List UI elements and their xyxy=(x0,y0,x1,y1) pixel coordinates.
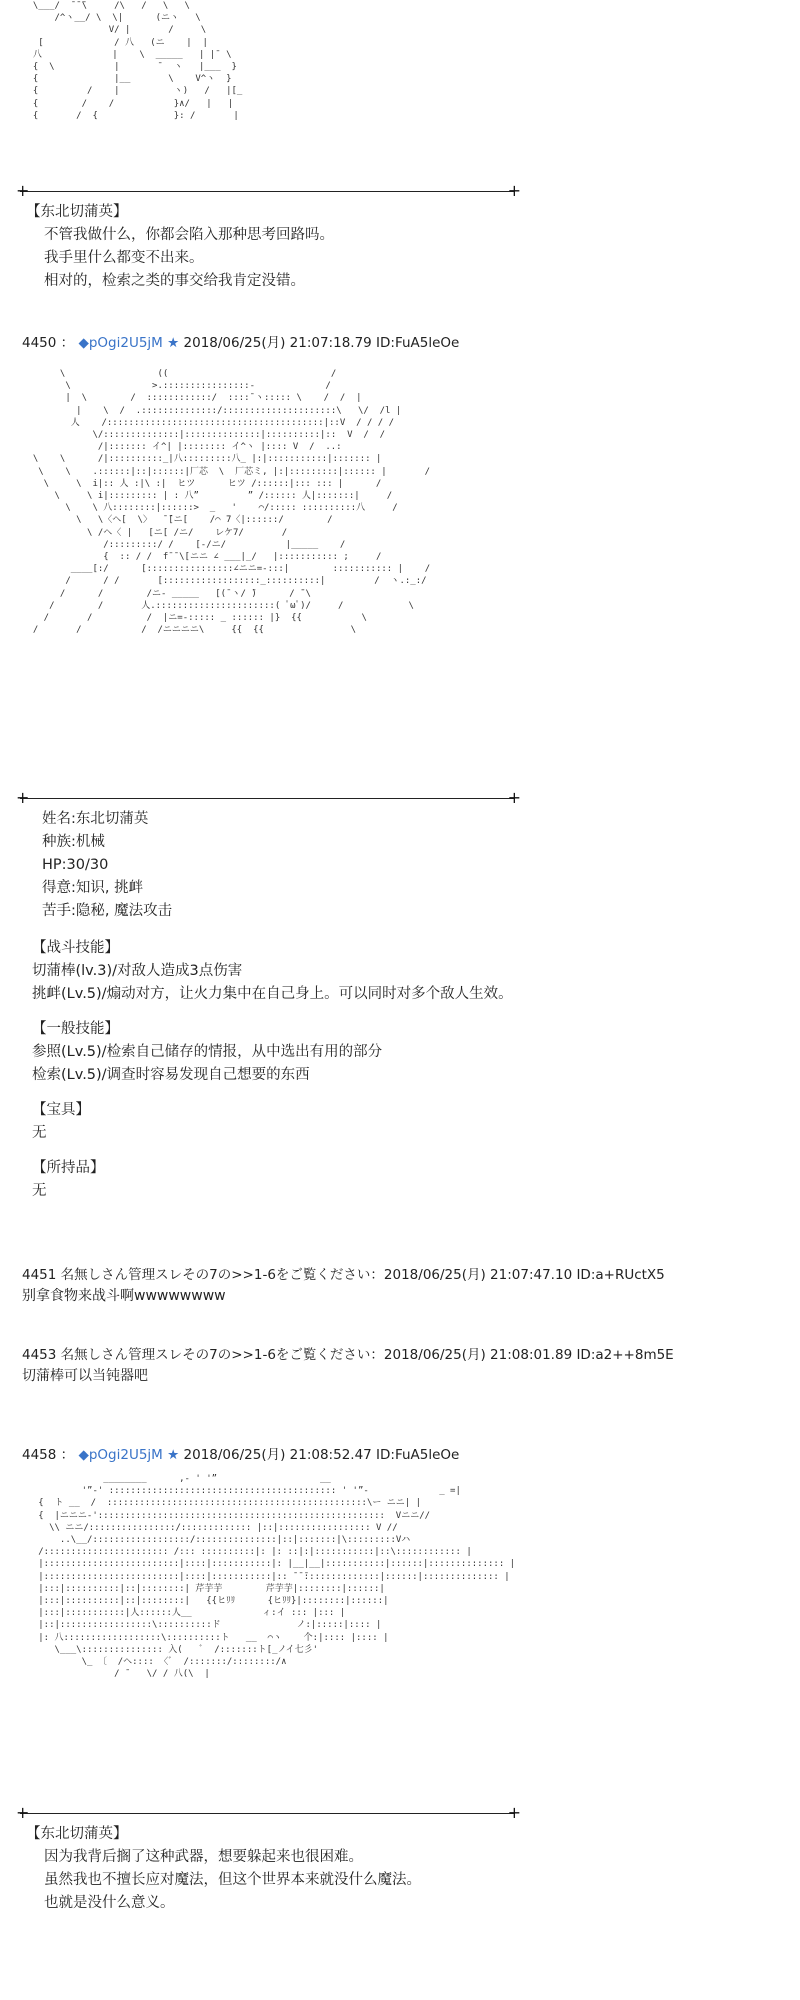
dialogue-block xyxy=(26,1823,421,1915)
divider xyxy=(16,788,521,807)
post-number[interactable]: 4458 xyxy=(22,1447,57,1463)
divider-cross: + xyxy=(507,1803,521,1822)
post-header xyxy=(22,1263,665,1283)
ascii-art-middle: \ (( / \ >.::::::::::::::::- / | \ / ::::::::::::/ ::::¯ヽ::::: \ / / | | \ / .::::::::::::::/:::::::::::::::::::::\ \/ /l | 人 /::::::::::::::::::::::::::::::::::::::::|::V / / / / \/::::::::::::::|::::::::::::::|::::::::::|:: V / / /|::::::: イ^| |:::::::: イ^ヽ |:::: V / ..: \ \ /|::::::::::_|八:::::::::八_ |:|:::::::::::|::::::: | \ \ .::::::|::|::::::|厂芯 \ 厂芯ミ, |:|:::::::::|:::::: | / \ \ i|:: 人 :|\ :| ヒツ ヒツ /::::::|::: ::: | / \ \ i|::::::::: | : 八” ” /:::::: 人|:::::::| / \ \ 八::::::::|::::::> _ ' ⌒/::::: ::::::::::八 / \ \〈ヘ[ \〉 ̄ ̄[ニ[ /⌒ ̄7〈|::::::/ / \ /ヘ〈 | [ニ[ /ニ/ レケ7/ / /:::::::::/ / [-/ニ/ |_____ / { :: / / f¯¯\[ニニ ∠ ___|_/ |::::::::::: ; / ____[:/ [::::::::::::::::∠ニニ=-:::| ::::::::::: | / / / / [::::::::::::::::::_::::::::::| / ヽ.:_:/ / / /ニ- _____ [(¯ヽ/ ̄) / ̄¯\ / / 人.::::::::::::::::::::::( ﾟωﾟ)/ / \ / / / |ニ=-::::: _ :::::: |} {{ \ / / / /ニニニニ\ {{ {{ \ xyxy=(32,369,431,636)
divider-cross: + xyxy=(507,788,521,807)
post-date: 2018/06/25(月) 21:08:52.47 ID:FuA5leOe xyxy=(183,1447,460,1463)
post-separator: ： xyxy=(60,1447,75,1463)
status-name: 姓名:东北切蒲英 xyxy=(42,811,149,827)
divider xyxy=(16,181,521,200)
dialogue-line: 虽然我也不擅长应对魔法，但这个世界本来就没什么魔法。 xyxy=(44,1872,421,1888)
post-header-text: 名無しさん管理スレその7の>>1-6をご覧ください：2018/06/25(月) 21:08:01.89 ID:a2++8m5E xyxy=(60,1347,674,1363)
post-date: 2018/06/25(月) 21:07:18.79 ID:FuA5leOe xyxy=(183,335,460,351)
general-skill: 参照(Lv.5)/检索自己储存的情报，从中选出有用的部分 xyxy=(32,1044,383,1060)
dialogue-block xyxy=(26,201,334,293)
status-race: 种族:机械 xyxy=(42,834,105,850)
status-block xyxy=(42,808,172,923)
post-number[interactable]: 4451 xyxy=(22,1267,57,1283)
dialogue-line: 不管我做什么，你都会陷入那种思考回路吗。 xyxy=(44,227,334,243)
general-skill: 检索(Lv.5)/调查时容易发现自己想要的东西 xyxy=(32,1067,310,1083)
section-spacer xyxy=(32,1087,513,1099)
star-icon: ★ xyxy=(167,1447,180,1463)
battle-skill: 挑衅(Lv.5)/煽动对方，让火力集中在自己身上。可以同时对多个敌人生效。 xyxy=(32,986,513,1002)
divider-cross: + xyxy=(16,788,30,807)
skills-block xyxy=(32,937,513,1203)
items-value: 无 xyxy=(32,1183,47,1199)
status-weak: 苦手:隐秘, 魔法攻击 xyxy=(42,903,173,919)
post-header-text: 名無しさん管理スレその7の>>1-6をご覧ください：2018/06/25(月) 21:07:47.10 ID:a+RUctX5 xyxy=(60,1267,665,1283)
treasure-title: 【宝具】 xyxy=(32,1102,90,1118)
dialogue-line: 我手里什么都变不出来。 xyxy=(44,250,204,266)
divider-cross: + xyxy=(507,181,521,200)
divider-cross: + xyxy=(16,181,30,200)
post-header xyxy=(22,331,459,351)
items-title: 【所持品】 xyxy=(32,1160,105,1176)
section-spacer xyxy=(32,1006,513,1018)
battle-skills-title: 【战斗技能】 xyxy=(32,940,119,956)
speaker-label: 【东北切蒲英】 xyxy=(26,204,128,220)
star-icon: ★ xyxy=(167,335,180,351)
trip-code[interactable]: ◆pOgi2U5jM xyxy=(78,335,163,351)
post-body: 切蒲棒可以当钝器吧 xyxy=(22,1368,148,1384)
speaker-label: 【东北切蒲英】 xyxy=(26,1826,128,1842)
post-number[interactable]: 4450 xyxy=(22,335,57,351)
ascii-art-top: \___/ ̄ ̄ ̄\ /\ / \ \ /^ヽ__/ \ \| (ニヽ \ V/ | / \ [ / 八 (ニ | | 八 | \ _____ | |¯ \ { \ | ¯ ヽ |___ } { |__ \ V^ヽ } { / | ヽ) / |[_ { / / }∧/ | | { / { }: / | xyxy=(32,1,243,121)
section-spacer xyxy=(32,1145,513,1157)
post-separator: ： xyxy=(60,335,75,351)
status-good: 得意:知识, 挑衅 xyxy=(42,880,144,896)
general-skills-title: 【一般技能】 xyxy=(32,1021,119,1037)
post-header xyxy=(22,1443,459,1463)
dialogue-line: 也就是没什么意义。 xyxy=(44,1895,175,1911)
ascii-art-bottom: ________ ,- ' '” __ '”-' :::::::::::::::::::::::::::::::::::::::::: ' '”- _ =| { ト __ / ::::::::::::::::::::::::::::::::::::::::::::::::\ー ニニ| | { |ニニニ-'::::::::::::::::::::::::::::::::::::::::::::::::::::: Vニニ// \\ ニニ/::::::::::::::::/::::::::::::: |::|::::::::::::::::: V // ..\__/::::::::::::::::::/:::::::::::::::|::|:::::::|\:::::::::Vハ /::::::::::::::::::::::: /::: ::::::::::|: |: ::|:|:::::::::::|::\:::::::::::: | |:::::::::::::::::::::::::|::::|:::::::::::|: |__|__|:::::::::::|::::::|:::::::::::::: | |:::::::::::::::::::::::::|::::|:::::::::::|:: ̄ ̄ ̄::::::::::::::|::::::|:::::::::::::: | |:::|::::::::::|::|::::::::| 芹芋芋 芹芋芋|::::::::|::::::| |:::|::::::::::|::|::::::::| {{ヒﾘﾘ {ヒﾘﾘ}|::::::::|::::::| |:::|:::::::::::|人::::::人__ ィ:イ ::: |::: | |::|:::::::::::::::::\::::::::::ド ノ:|:::::|:::: | |: 八::::::::::::::::::\::::::::::ト __ ⌒ヽ 个:|:::: |:::: | \___\::::::::::::::: 入( ﾞ /:::::::ト[_ノイ七彡' \_ 〔 /ヘ:::: 〈ﾞ /:::::::/::::::::/∧ / ̄ \/ / 八(\ | xyxy=(38,1474,516,1680)
post-header xyxy=(22,1343,674,1363)
status-hp: HP:30/30 xyxy=(42,857,109,873)
dialogue-line: 因为我背后搁了这种武器，想要躲起来也很困难。 xyxy=(44,1849,363,1865)
dialogue-line: 相对的，检索之类的事交给我肯定没错。 xyxy=(44,273,305,289)
treasure-value: 无 xyxy=(32,1125,47,1141)
trip-code[interactable]: ◆pOgi2U5jM xyxy=(78,1447,163,1463)
post-number[interactable]: 4453 xyxy=(22,1347,57,1363)
divider-cross: + xyxy=(16,1803,30,1822)
post-body: 别拿食物来战斗啊wwwwwwww xyxy=(22,1288,226,1304)
battle-skill: 切蒲棒(lv.3)/对敌人造成3点伤害 xyxy=(32,963,243,979)
divider xyxy=(16,1803,521,1822)
